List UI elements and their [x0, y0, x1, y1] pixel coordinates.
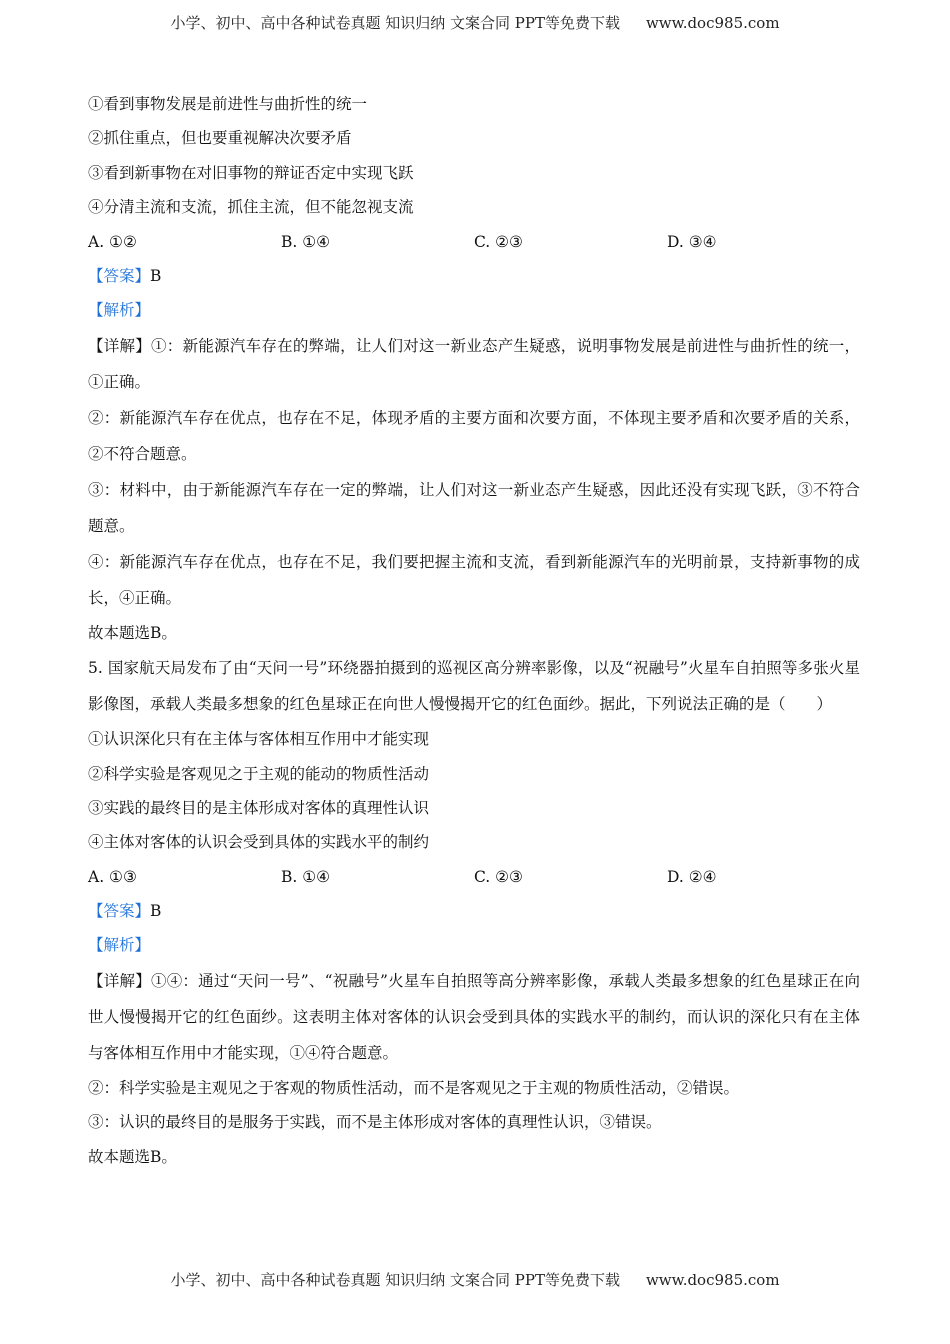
header-text: 小学、初中、高中各种试卷真题 知识归纳 文案合同 PPT等免费下载 [170, 14, 620, 32]
q4-statement-2: ②抓住重点，但也要重视解决次要矛盾 [88, 129, 352, 148]
q5-statement-1: ①认识深化只有在主体与客体相互作用中才能实现 [88, 730, 430, 749]
q5-options [88, 860, 860, 894]
q5-option-d: D. ②④ [667, 867, 717, 886]
page-footer [0, 1269, 950, 1290]
q4-detail-3: ③：材料中，由于新能源汽车存在一定的弊端，让人们对这一新业态产生疑惑，因此还没有实现飞跃，③不符合题意。 [88, 480, 860, 535]
q4-option-c: C. ②③ [474, 232, 523, 251]
q5-statement-4: ④主体对客体的认识会受到具体的实践水平的制约 [88, 833, 430, 852]
q4-options [88, 225, 860, 259]
q4-detail-2: ②：新能源汽车存在优点，也存在不足，体现矛盾的主要方面和次要方面，不体现主要矛盾和次要矛盾的关系，②不符合题意。 [88, 408, 860, 463]
q4-statement-4: ④分清主流和支流，抓住主流，但不能忽视支流 [88, 198, 414, 217]
q5-statement-2: ②科学实验是客观见之于主观的能动的物质性活动 [88, 764, 430, 783]
q4-option-d: D. ③④ [667, 232, 717, 251]
q5-statement-3: ③实践的最终目的是主体形成对客体的真理性认识 [88, 798, 430, 817]
q4-detail-4: ④：新能源汽车存在优点，也存在不足，我们要把握主流和支流，看到新能源汽车的光明前景，支持新事物的成长，④正确。 [88, 552, 860, 607]
footer-url[interactable]: www.doc985.com [645, 1271, 780, 1289]
q4-statement-1: ①看到事物发展是前进性与曲折性的统一 [88, 95, 368, 113]
q5-conclusion: 故本题选B。 [88, 1147, 177, 1166]
q4-option-a: A. ①② [88, 232, 137, 251]
q4-answer-value: B [150, 266, 162, 285]
footer-text: 小学、初中、高中各种试卷真题 知识归纳 文案合同 PPT等免费下载 [170, 1271, 620, 1289]
q5-answer-value: B [150, 902, 162, 921]
q5-option-c: C. ②③ [474, 867, 523, 886]
q4-conclusion: 故本题选B。 [88, 623, 177, 642]
q5-option-a: A. ①③ [88, 867, 137, 886]
q4-detail-label: 【详解】 [88, 336, 152, 355]
q5-detail-1 [88, 963, 860, 1071]
q4-answer-label: 【答案】 [88, 266, 151, 285]
q4-statement-3: ③看到新事物在对旧事物的辩证否定中实现飞跃 [88, 163, 414, 182]
q5-stem: 5. 国家航天局发布了由“天问一号”环绕器拍摄到的巡视区高分辨率影像，以及“祝融号”火星车自拍照等多张火星影像图，承载人类最多想象的红色星球正在向世人慢慢揭开它的红色面纱。据此，下列说法正确的是（ ） [88, 659, 860, 714]
q5-option-b: B. ①④ [281, 867, 331, 886]
q5-detail-2: ②：科学实验是主观见之于客观的物质性活动，而不是客观见之于主观的物质性活动，②错误。 [88, 1078, 740, 1097]
q5-answer [88, 894, 860, 928]
q5-detail-3: ③：认识的最终目的是服务于实践，而不是主体形成对客体的真理性认识，③错误。 [88, 1113, 662, 1132]
q5-analysis-heading [88, 928, 860, 962]
page-header [0, 12, 950, 33]
q4-analysis-heading [88, 293, 860, 327]
q5-detail-label: 【详解】 [88, 971, 151, 990]
q4-answer [88, 259, 860, 293]
document-body [88, 87, 860, 1174]
q4-option-b: B. ①④ [281, 232, 331, 251]
q5-detail-text-1: ①④：通过“天问一号”、“祝融号”火星车自拍照等高分辨率影像，承载人类最多想象的红色星球正在向世人慢慢揭开它的红色面纱。这表明主体对客体的认识会受到具体的实践水平的制约，而认识的深化只有在主体与客体相互作用中才能实现，①④符合题意。 [88, 971, 860, 1062]
q5-analysis-label: 【解析】 [88, 936, 151, 955]
q4-detail-1 [88, 328, 860, 400]
q5-answer-label: 【答案】 [88, 902, 151, 921]
header-url[interactable]: www.doc985.com [645, 14, 780, 32]
q4-analysis-label: 【解析】 [88, 301, 151, 320]
q4-detail-text-1: ①：新能源汽车存在的弊端，让人们对这一新业态产生疑惑，说明事物发展是前进性与曲折性的统一，①正确。 [88, 336, 860, 391]
